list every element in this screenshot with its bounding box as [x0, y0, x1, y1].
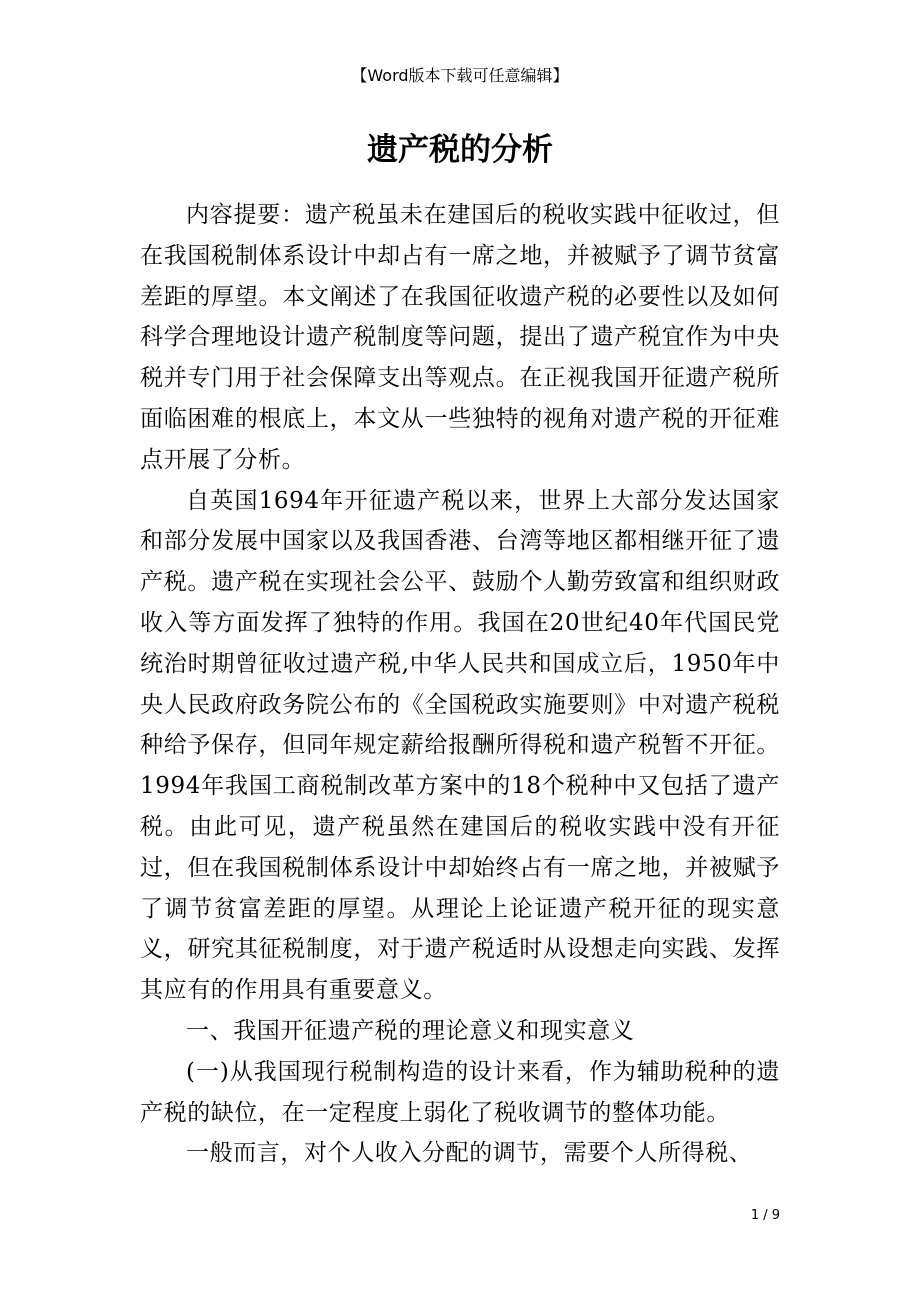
- abstract-paragraph: 内容提要：遗产税虽未在建国后的税收实践中征收过，但在我国税制体系设计中却占有一席之地，并被赋予了调节贫富差距的厚望。本文阐述了在我国征收遗产税的必要性以及如何科学合理地设计遗产税制度等问题，提出了遗产税宜作为中央税并专门用于社会保障支出等观点。在正视我国开征遗产税所面临困难的根底上，本文从一些独特的视角对遗产税的开征难点开展了分析。: [140, 202, 780, 473]
- subsection-heading: (一)从我国现行税制构造的设计来看，作为辅助税种的遗产税的缺位，在一定程度上弱化了税收调节的整体功能。: [140, 1058, 780, 1126]
- body-paragraph: 一般而言，对个人收入分配的调节，需要个人所得税、: [186, 1140, 753, 1167]
- document-title: 遗产税的分析: [367, 132, 553, 168]
- intro-paragraph: 自英国1694年开征遗产税以来，世界上大部分发达国家和部分发展中国家以及我国香港、台湾等地区都相继开征了遗产税。遗产税在实现社会公平、鼓励个人勤劳致富和组织财政收入等方面发挥了独特的作用。我国在20世纪40年代国民党统治时期曾征收过遗产税,中华人民共和国成立后，1950年中央人民政府政务院公布的《全国税政实施要则》中对遗产税税种给予保存，但同年规定薪给报酬所得税和遗产税暂不开征。1994年我国工商税制改革方案中的18个税种中又包括了遗产税。由此可见，遗产税虽然在建国后的税收实践中没有开征过，但在我国税制体系设计中却始终占有一席之地，并被赋予了调节贫富差距的厚望。从理论上论证遗产税开征的现实意义，研究其征税制度，对于遗产税适时从设想走向实践、发挥其应有的作用具有重要意义。: [140, 487, 780, 1004]
- section-heading: 一、我国开征遗产税的理论意义和现实意义: [186, 1017, 635, 1044]
- page-number: 1 / 9: [750, 1208, 780, 1223]
- document-body: [140, 195, 780, 1174]
- page-header: 【Word版本下载可任意编辑】: [351, 66, 569, 85]
